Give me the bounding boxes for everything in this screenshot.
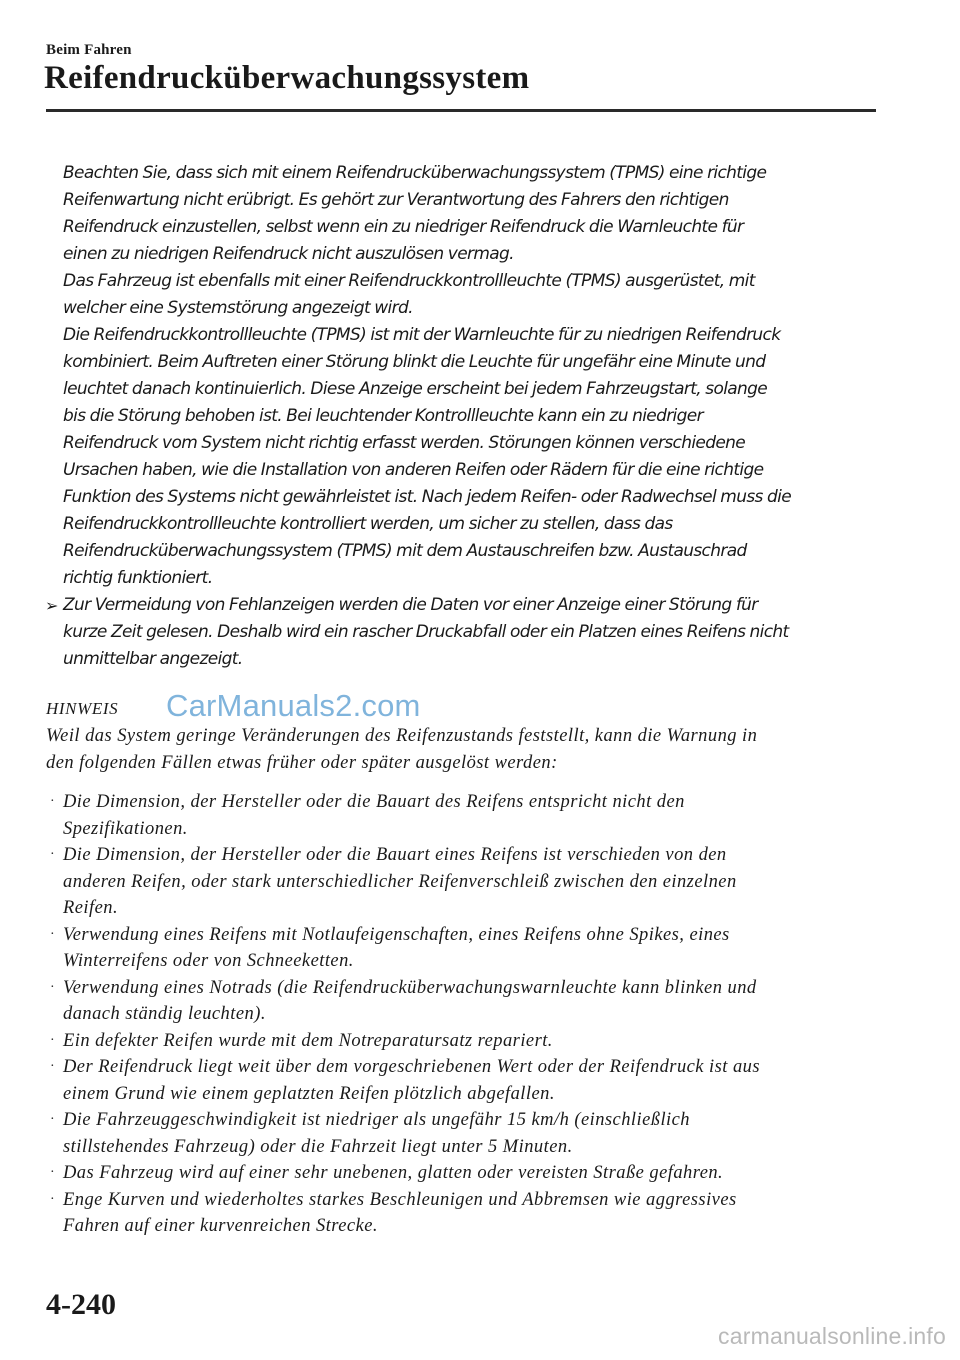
text-line: Winterreifens oder von Schneeketten. [63, 951, 354, 971]
text-line: Beachten Sie, dass sich mit einem Reifendrucküberwachungssystem (TPMS) eine richtige [63, 163, 767, 183]
text-line: den folgenden Fällen etwas früher oder später ausgelöst werden: [46, 752, 558, 773]
text-line: bis die Störung behoben ist. Bei leuchtender Kontrollleuchte kann ein zu niedriger [63, 406, 703, 426]
hinweis-intro [46, 723, 876, 776]
list-item [50, 975, 883, 1028]
text-line: Fahren auf einer kurvenreichen Strecke. [63, 1216, 378, 1236]
title-divider [46, 109, 876, 112]
text-line: Verwendung eines Reifens mit Notlaufeigenschaften, eines Reifens ohne Spikes, eines [63, 924, 730, 945]
list-item [50, 1187, 883, 1240]
text-line: unmittelbar angezeigt. [63, 649, 243, 669]
text-line: stillstehendes Fahrzeug) oder die Fahrzeit liegt unter 5 Minuten. [63, 1136, 573, 1157]
text-line: Reifendruckkontrollleuchte kontrolliert werden, um sicher zu stellen, dass das [63, 514, 673, 534]
text-line: anderen Reifen, oder stark unterschiedlicher Reifenverschleiß zwischen den einzelnen [63, 871, 737, 892]
text-line: einen zu niedrigen Reifendruck nicht auszulösen vermag. [63, 244, 514, 264]
text-line: Reifendrucküberwachungssystem (TPMS) mit dem Austauschreifen bzw. Austauschrad [63, 541, 747, 561]
arrow-bullet-icon: ➢ [45, 596, 58, 615]
bullet-dot-icon: · [50, 1165, 56, 1180]
list-item [50, 842, 883, 922]
footer-watermark: carmanualsonline.info [718, 1323, 946, 1349]
text-line: Die Dimension, der Hersteller oder die Bauart des Reifens entspricht nicht den [63, 792, 685, 812]
text-line: welcher eine Systemstörung angezeigt wird. [63, 298, 413, 318]
bullet-dot-icon: · [50, 1032, 56, 1048]
bullet-dot-icon: · [50, 979, 56, 995]
text-line: kurze Zeit gelesen. Deshalb wird ein rascher Druckabfall oder ein Platzen eines Reifens nicht [63, 622, 789, 642]
text-line: Die Fahrzeuggeschwindigkeit ist niedriger als ungefähr 15 km/h (einschließlich [63, 1110, 691, 1130]
text-line: danach ständig leuchten). [63, 1004, 266, 1024]
text-line: Enge Kurven und wiederholtes starkes Beschleunigen und Abbremsen wie aggressives [63, 1189, 737, 1210]
text-line: Spezifikationen. [63, 818, 188, 839]
list-item [50, 922, 883, 975]
list-item [50, 789, 883, 842]
bullet-dot-icon: · [50, 847, 56, 862]
watermark-logo: CarManuals2.com [166, 688, 421, 723]
text-line: einem Grund wie einem geplatzten Reifen plötzlich abgefallen. [63, 1083, 555, 1104]
hinweis-heading: HINWEIS [46, 699, 119, 718]
text-line: Reifendruck vom System nicht richtig erfasst werden. Störungen können verschiedene [63, 433, 746, 453]
text-line: Das Fahrzeug ist ebenfalls mit einer Reifendruckkontrollleuchte (TPMS) ausgerüstet, mit [63, 271, 755, 291]
text-line: Reifendruck einzustellen, selbst wenn ein zu niedriger Reifendruck die Warnleuchte für [63, 217, 744, 237]
text-line: Der Reifendruck liegt weit über dem vorgeschriebenen Wert oder der Reifendruck ist aus [63, 1057, 760, 1077]
intro-paragraph [63, 160, 883, 592]
list-item [50, 1160, 883, 1187]
text-line: Ursachen haben, wie die Installation von anderen Reifen oder Rädern für die eine richtige [63, 460, 764, 480]
page-number: 4-240 [46, 1288, 116, 1321]
bullet-dot-icon: · [50, 926, 56, 942]
text-line: Funktion des Systems nicht gewährleistet ist. Nach jedem Reifen- oder Radwechsel muss die [63, 487, 792, 507]
page-title: Reifendrucküberwachungssystem [44, 60, 530, 96]
text-line: Das Fahrzeug wird auf einer sehr unebenen, glatten oder vereisten Straße gefahren. [63, 1163, 724, 1183]
bullet-dot-icon: · [50, 1191, 56, 1207]
text-line: Die Dimension, der Hersteller oder die Bauart eines Reifens ist verschieden von den [63, 845, 727, 865]
bullet-dot-icon: · [50, 1059, 56, 1074]
text-line: richtig funktioniert. [63, 568, 213, 588]
text-line: kombiniert. Beim Auftreten einer Störung blinkt die Leuchte für ungefähr eine Minute und [63, 352, 766, 372]
bullet-dot-icon: · [50, 1112, 56, 1127]
bullet-dot-icon: · [50, 794, 56, 809]
text-line: Zur Vermeidung von Fehlanzeigen werden die Daten vor einer Anzeige einer Störung für [63, 595, 758, 615]
list-item [50, 1054, 883, 1107]
section-label: Beim Fahren [46, 42, 132, 58]
arrow-note [45, 592, 883, 673]
hinweis-bullet-list [50, 789, 883, 1240]
text-line: Reifen. [63, 898, 119, 918]
list-item [50, 1107, 883, 1160]
list-item [50, 1028, 883, 1055]
text-line: Verwendung eines Notrads (die Reifendrucküberwachungswarnleuchte kann blinken und [63, 977, 757, 998]
text-line: Ein defekter Reifen wurde mit dem Notreparatursatz repariert. [63, 1030, 553, 1051]
text-line: Weil das System geringe Veränderungen des Reifenzustands feststellt, kann die Warnung in [46, 726, 758, 746]
text-line: leuchtet danach kontinuierlich. Diese Anzeige erscheint bei jedem Fahrzeugstart, solange [63, 379, 768, 399]
text-line: Reifenwartung nicht erübrigt. Es gehört zur Verantwortung des Fahrers den richtigen [63, 190, 729, 210]
text-line: Die Reifendruckkontrollleuchte (TPMS) ist mit der Warnleuchte für zu niedrigen Reifendruck [63, 325, 781, 345]
